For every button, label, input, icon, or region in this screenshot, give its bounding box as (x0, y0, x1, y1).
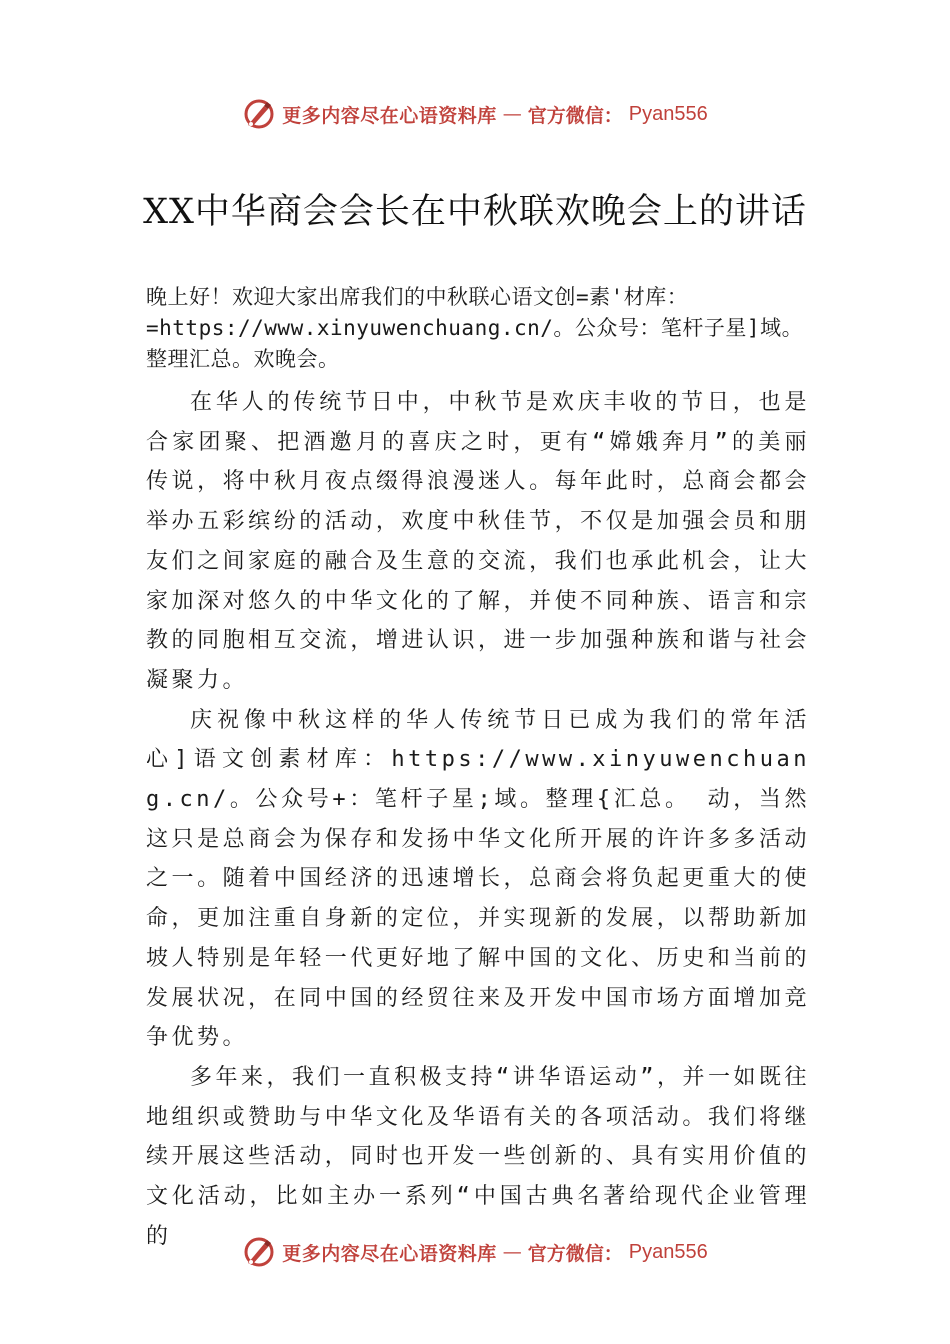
banner-slogan: 更多内容尽在心语资料库 (282, 104, 497, 127)
banner-separator: — (502, 103, 522, 125)
body-paragraph: 多年来，我们一直积极支持“讲华语运动”，并一如既往地组织或赞助与中华文化及华语有关的各项活动。我们将继续开展这些活动，同时也开发一些创新的、具有实用价值的文化活动，比如主办一系列“中国古典名著给现代企业管理的 (146, 1064, 810, 1249)
document-title: XX中华商会会长在中秋联欢晚会上的讲话 (143, 192, 807, 232)
header-banner (0, 94, 950, 134)
pen-logo-icon (242, 1235, 276, 1269)
body-paragraph: 庆祝像中秋这样的华人传统节日已成为我们的常年活心]语文创素材库：https://www.xinyuwenchuang.cn/。公众号+：笔杆子星;域。整理{汇总。 动，当然这只是总商会为保存和发扬中华文化所开展的许许多多活动之一。随着中国经济的迅速增长，总商会将负起更重大的使命，更加注重自身新的定位，并实现新的发展，以帮助新加坡人特别是年轻一代更好地了解中国的文化、历史和当前的发展状况，在同中国的经贸往来及开发中国市场方面增加竞争优势。 (146, 707, 810, 1051)
body-paragraph: 在华人的传统节日中，中秋节是欢庆丰收的节日，也是合家团聚、把酒邀月的喜庆之时，更有“嫦娥奔月”的美丽传说，将中秋月夜点缀得浪漫迷人。每年此时，总商会都会举办五彩缤纷的活动，欢度中秋佳节，不仅是加强会员和朋友们之间家庭的融合及生意的交流，我们也承此机会，让大家加深对悠久的中华文化的了解，并使不同种族、语言和宗教的同胞相互交流，增进认识，进一步加强种族和谐与社会凝聚力。 (146, 390, 810, 693)
banner-separator: — (502, 1241, 522, 1263)
banner-slogan: 更多内容尽在心语资料库 (282, 1242, 497, 1265)
pen-logo-icon (242, 97, 276, 131)
banner-wechat-id: Pyan556 (628, 102, 708, 125)
banner-wechat-label: 官方微信： (527, 104, 623, 127)
intro-paragraph: 晚上好！欢迎大家出席我们的中秋联心语文创=素'材库： =https://www.xinyuwenchuang.cn/。公众号：笔杆子星]域。 整理汇总。欢晚会。 (146, 285, 804, 371)
document-body (146, 282, 810, 1256)
footer-banner (0, 1232, 950, 1272)
banner-wechat-id: Pyan556 (628, 1240, 708, 1263)
banner-wechat-label: 官方微信： (527, 1242, 623, 1265)
